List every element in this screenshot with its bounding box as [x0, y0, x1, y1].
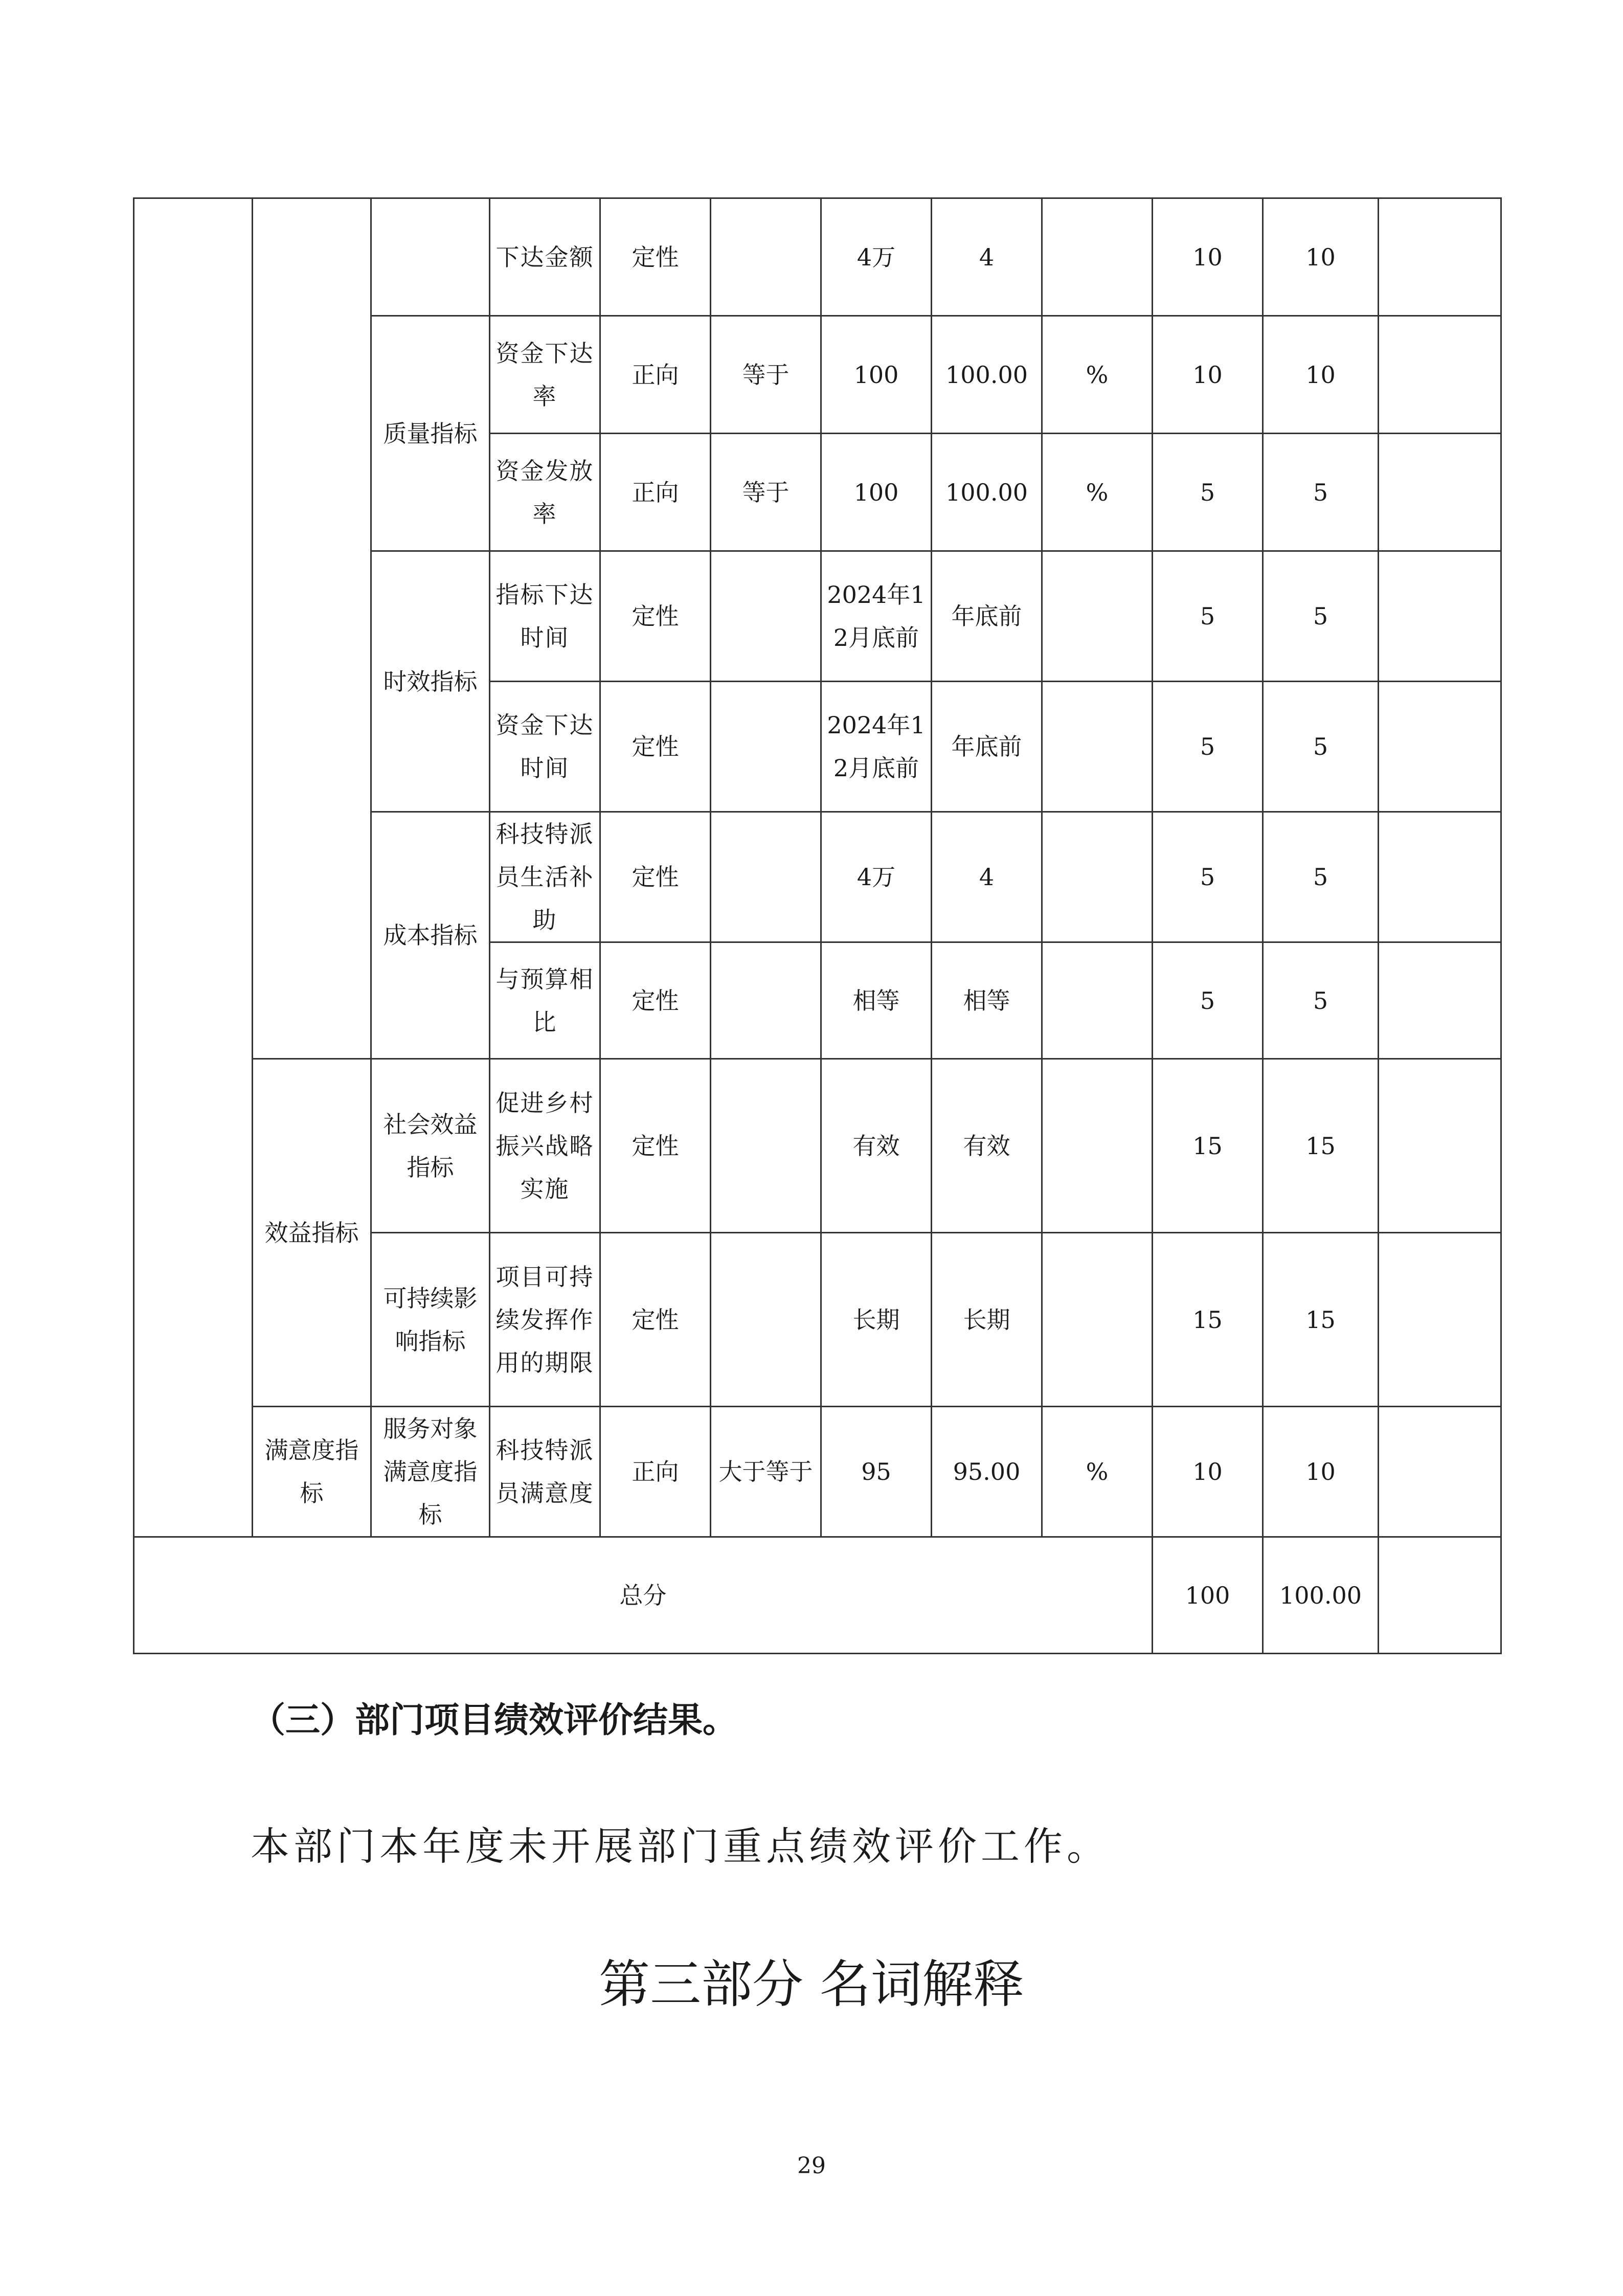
level4-cell: 下达金额	[490, 198, 600, 316]
note-cell	[1379, 316, 1501, 434]
unit-cell	[1042, 812, 1153, 942]
level4-cell: 指标下达时间	[490, 551, 600, 682]
actual-cell: 100.00	[932, 434, 1042, 551]
total-score: 100.00	[1263, 1537, 1379, 1654]
nature-cell: 定性	[600, 942, 711, 1059]
operator-cell	[711, 1233, 821, 1407]
weight-cell: 10	[1153, 198, 1263, 316]
total-weight: 100	[1153, 1537, 1263, 1654]
level2-cell	[253, 198, 371, 1059]
note-cell	[1379, 434, 1501, 551]
level4-cell: 资金下达率	[490, 316, 600, 434]
level4-cell: 资金发放率	[490, 434, 600, 551]
level3-cell: 社会效益指标	[371, 1059, 490, 1233]
actual-cell: 95.00	[932, 1407, 1042, 1537]
note-cell	[1379, 942, 1501, 1059]
note-cell	[1379, 1407, 1501, 1537]
actual-cell: 100.00	[932, 316, 1042, 434]
nature-cell: 定性	[600, 1233, 711, 1407]
weight-cell: 10	[1153, 1407, 1263, 1537]
weight-cell: 5	[1153, 434, 1263, 551]
operator-cell: 等于	[711, 316, 821, 434]
unit-cell	[1042, 942, 1153, 1059]
note-cell	[1379, 198, 1501, 316]
level3-cell: 质量指标	[371, 316, 490, 551]
table-row	[134, 1059, 1501, 1233]
nature-cell: 定性	[600, 682, 711, 812]
unit-cell: %	[1042, 316, 1153, 434]
operator-cell	[711, 551, 821, 682]
level4-cell: 科技特派员生活补助	[490, 812, 600, 942]
level2-cell: 满意度指标	[253, 1407, 371, 1537]
total-row	[134, 1537, 1501, 1654]
actual-cell: 年底前	[932, 682, 1042, 812]
operator-cell: 等于	[711, 434, 821, 551]
level4-cell: 促进乡村振兴战略实施	[490, 1059, 600, 1233]
total-note	[1379, 1537, 1501, 1654]
score-cell: 5	[1263, 942, 1379, 1059]
score-cell: 10	[1263, 1407, 1379, 1537]
weight-cell: 15	[1153, 1059, 1263, 1233]
level3-cell: 时效指标	[371, 551, 490, 812]
unit-cell: %	[1042, 434, 1153, 551]
target-cell: 相等	[821, 942, 932, 1059]
nature-cell: 定性	[600, 812, 711, 942]
nature-cell: 定性	[600, 198, 711, 316]
unit-cell	[1042, 682, 1153, 812]
target-cell: 100	[821, 434, 932, 551]
actual-cell: 4	[932, 198, 1042, 316]
score-cell: 15	[1263, 1059, 1379, 1233]
operator-cell	[711, 198, 821, 316]
total-label: 总分	[134, 1537, 1153, 1654]
operator-cell: 大于等于	[711, 1407, 821, 1537]
level4-cell: 资金下达时间	[490, 682, 600, 812]
score-cell: 15	[1263, 1233, 1379, 1407]
weight-cell: 5	[1153, 812, 1263, 942]
unit-cell	[1042, 1233, 1153, 1407]
target-cell: 有效	[821, 1059, 932, 1233]
level3-cell: 可持续影响指标	[371, 1233, 490, 1407]
weight-cell: 10	[1153, 316, 1263, 434]
level4-cell: 项目可持续发挥作用的期限	[490, 1233, 600, 1407]
performance-table	[133, 197, 1502, 1654]
unit-cell: %	[1042, 1407, 1153, 1537]
section-heading: （三）部门项目绩效评价结果。	[251, 1700, 738, 1741]
target-cell: 4万	[821, 198, 932, 316]
note-cell	[1379, 682, 1501, 812]
actual-cell: 长期	[932, 1233, 1042, 1407]
body-paragraph: 本部门本年度未开展部门重点绩效评价工作。	[251, 1824, 1110, 1869]
target-cell: 2024年12月底前	[821, 682, 932, 812]
part-title: 第三部分 名词解释	[599, 1954, 1024, 2014]
note-cell	[1379, 551, 1501, 682]
table-row	[134, 198, 1501, 316]
nature-cell: 定性	[600, 551, 711, 682]
score-cell: 5	[1263, 434, 1379, 551]
target-cell: 长期	[821, 1233, 932, 1407]
target-cell: 100	[821, 316, 932, 434]
operator-cell	[711, 1059, 821, 1233]
score-cell: 10	[1263, 198, 1379, 316]
actual-cell: 年底前	[932, 551, 1042, 682]
nature-cell: 正向	[600, 316, 711, 434]
operator-cell	[711, 812, 821, 942]
nature-cell: 正向	[600, 434, 711, 551]
level2-cell: 效益指标	[253, 1059, 371, 1407]
weight-cell: 5	[1153, 682, 1263, 812]
table-row	[134, 1407, 1501, 1537]
level3-cell: 服务对象满意度指标	[371, 1407, 490, 1537]
score-cell: 5	[1263, 812, 1379, 942]
level1-cell	[134, 198, 253, 1537]
level3-cell	[371, 198, 490, 316]
unit-cell	[1042, 1059, 1153, 1233]
operator-cell	[711, 682, 821, 812]
unit-cell	[1042, 551, 1153, 682]
unit-cell	[1042, 198, 1153, 316]
level4-cell: 科技特派员满意度	[490, 1407, 600, 1537]
weight-cell: 5	[1153, 551, 1263, 682]
nature-cell: 正向	[600, 1407, 711, 1537]
note-cell	[1379, 1233, 1501, 1407]
note-cell	[1379, 1059, 1501, 1233]
weight-cell: 15	[1153, 1233, 1263, 1407]
operator-cell	[711, 942, 821, 1059]
score-cell: 5	[1263, 682, 1379, 812]
nature-cell: 定性	[600, 1059, 711, 1233]
target-cell: 2024年12月底前	[821, 551, 932, 682]
level4-cell: 与预算相比	[490, 942, 600, 1059]
level3-cell: 成本指标	[371, 812, 490, 1059]
actual-cell: 4	[932, 812, 1042, 942]
target-cell: 95	[821, 1407, 932, 1537]
note-cell	[1379, 812, 1501, 942]
score-cell: 5	[1263, 551, 1379, 682]
actual-cell: 有效	[932, 1059, 1042, 1233]
score-cell: 10	[1263, 316, 1379, 434]
page-number: 29	[797, 2153, 826, 2179]
actual-cell: 相等	[932, 942, 1042, 1059]
weight-cell: 5	[1153, 942, 1263, 1059]
target-cell: 4万	[821, 812, 932, 942]
